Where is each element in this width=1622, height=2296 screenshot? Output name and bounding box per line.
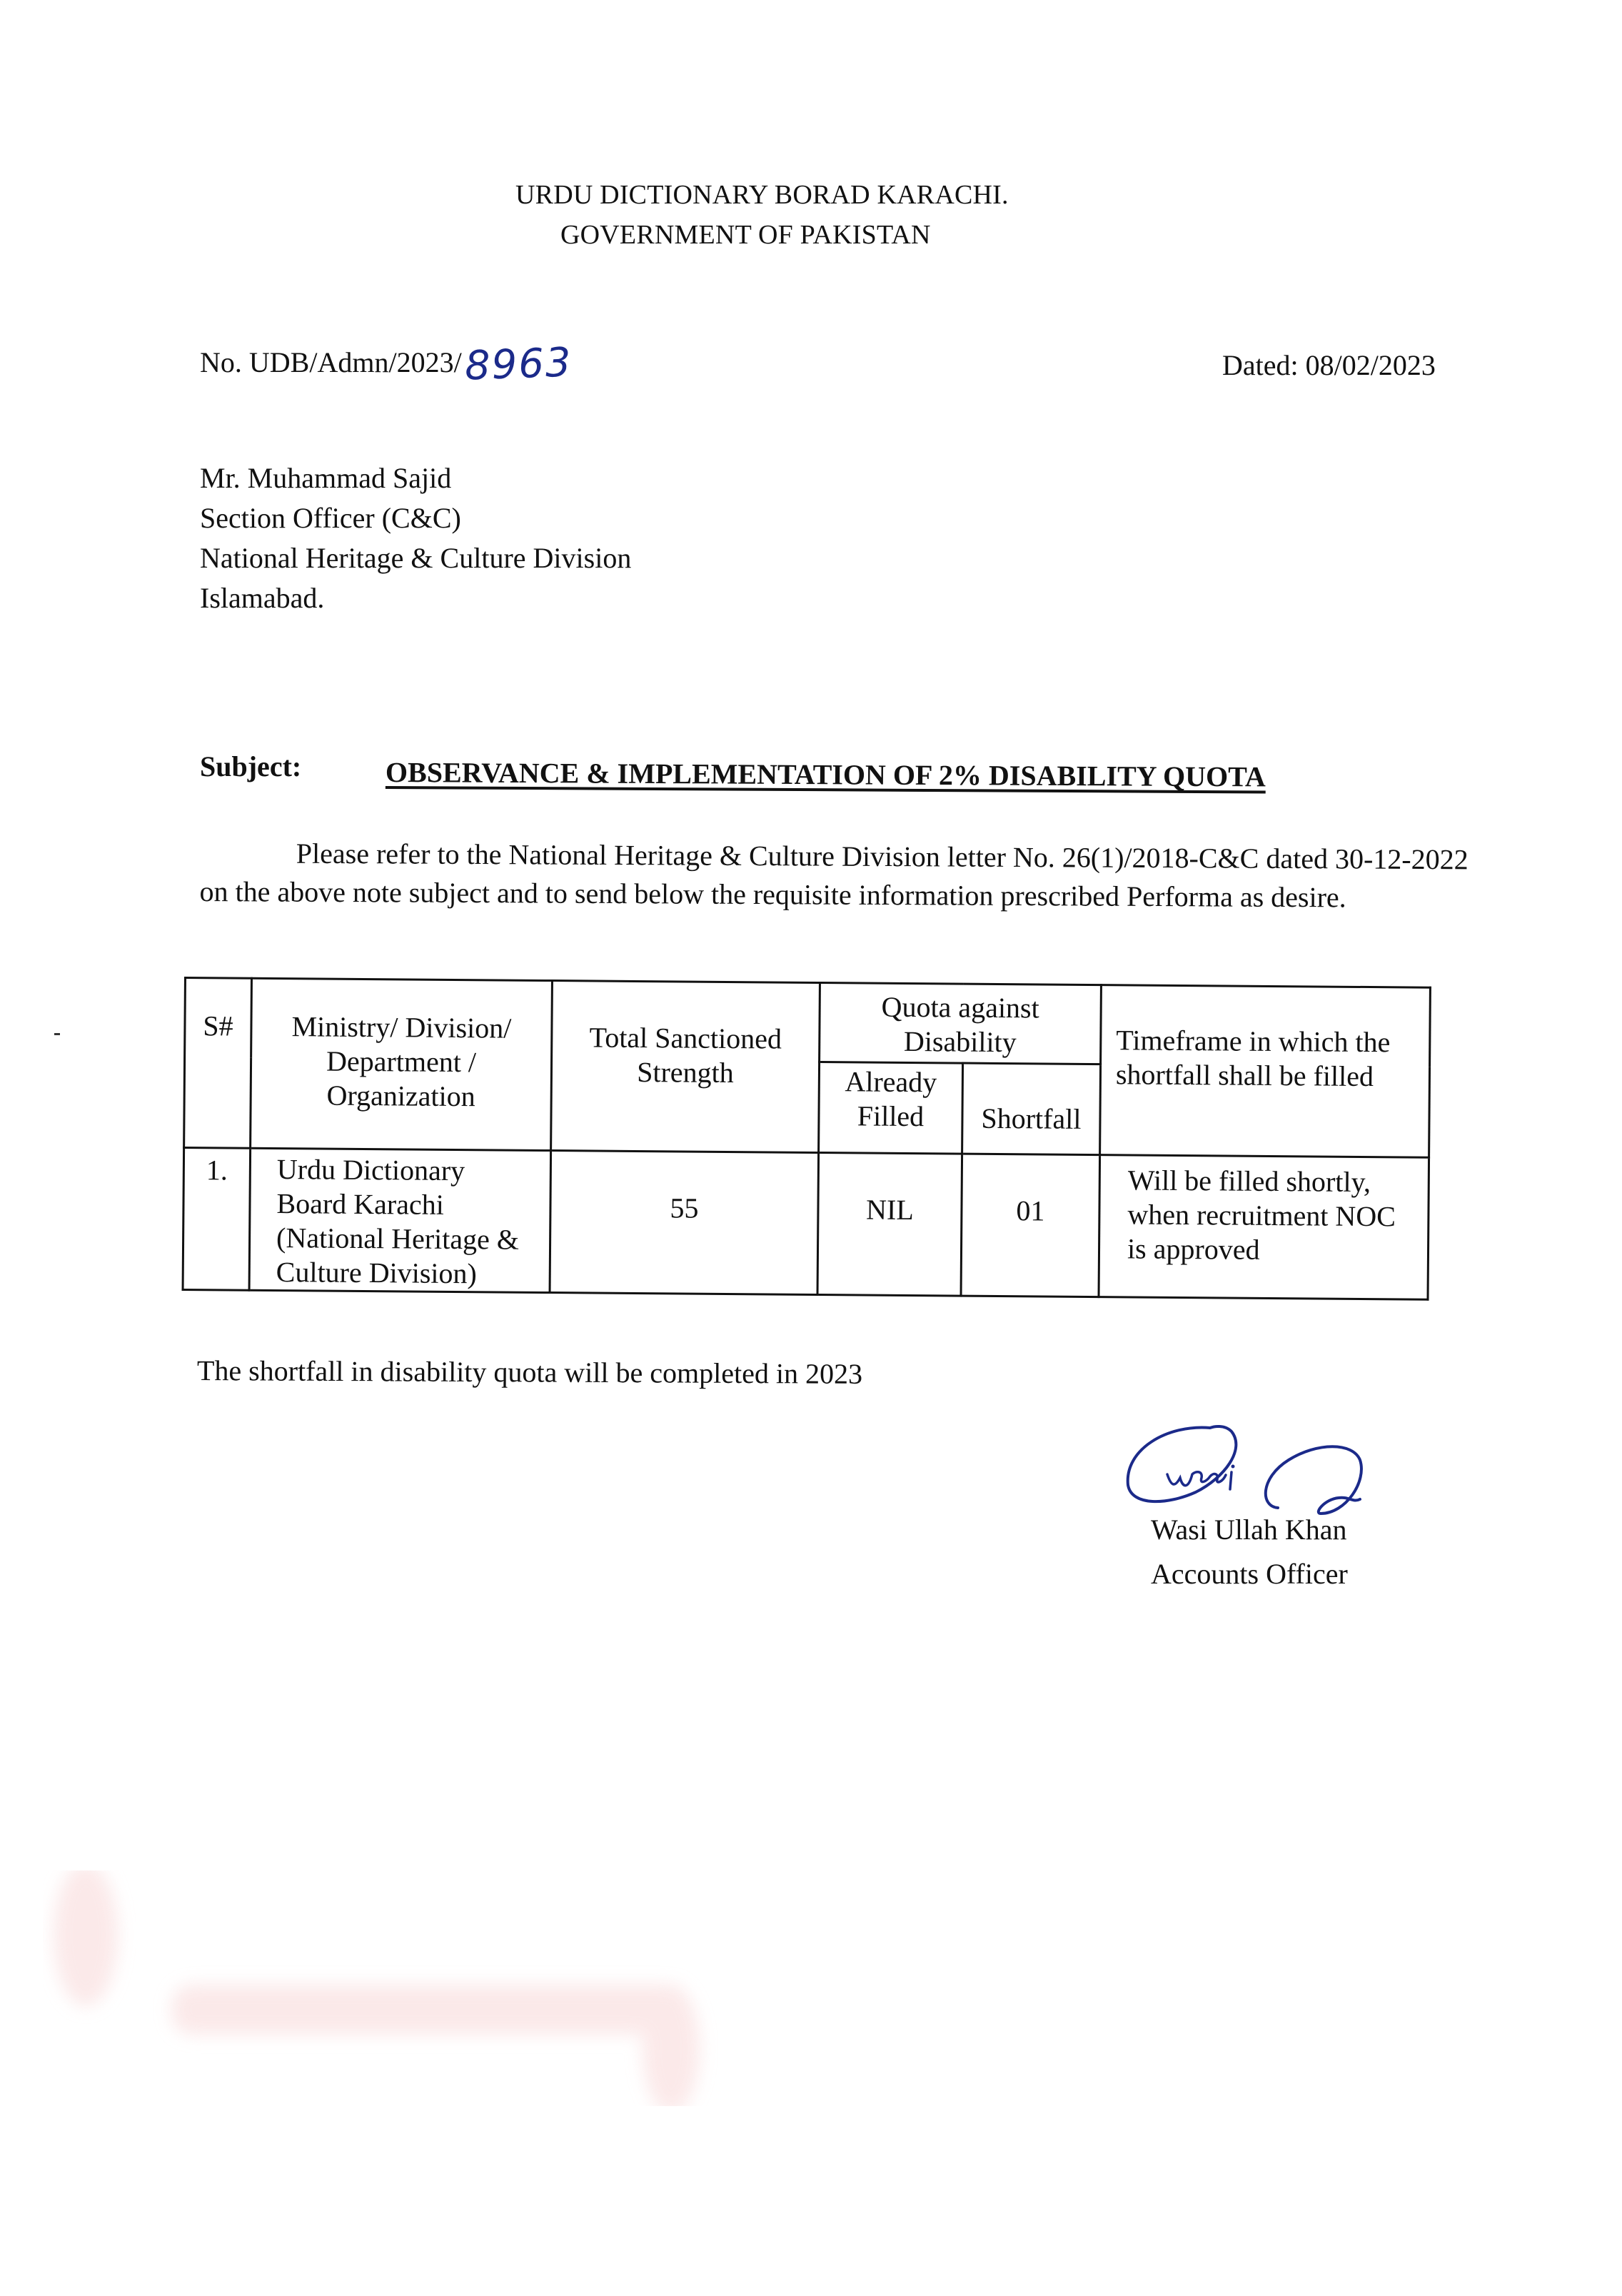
paragraph-indent xyxy=(200,862,296,863)
header-sno-text: S# xyxy=(203,1009,233,1042)
scan-mark xyxy=(54,1033,60,1035)
cell-sno xyxy=(183,1148,251,1291)
addressee-designation: Section Officer (C&C) xyxy=(200,502,461,534)
reference-number xyxy=(200,336,573,390)
subject-label: Subject: xyxy=(200,750,302,782)
table-row xyxy=(183,1148,1429,1300)
cell-organization-line: (National Heritage & xyxy=(276,1222,520,1256)
stamp-stain-icon xyxy=(43,1870,757,2106)
header-organization-line: Department / xyxy=(326,1044,477,1079)
header-sno xyxy=(184,978,252,1149)
body-paragraph xyxy=(199,834,1471,917)
header-total-sanctioned xyxy=(551,981,820,1153)
header-organization-line: Organization xyxy=(326,1079,475,1113)
signatory-name: Wasi Ullah Khan xyxy=(1151,1514,1347,1546)
header-shortfall-text: Shortfall xyxy=(981,1102,1082,1135)
letter-date: Dated: 08/02/2023 xyxy=(1222,349,1436,381)
letterhead-organization: URDU DICTIONARY BORAD KARACHI. xyxy=(515,180,1009,210)
header-timeframe-line: Timeframe in which the xyxy=(1116,1024,1391,1059)
header-shortfall xyxy=(962,1063,1101,1155)
header-total-line: Strength xyxy=(637,1055,734,1089)
cell-organization-line: Urdu Dictionary xyxy=(276,1153,465,1187)
disability-quota-table xyxy=(182,977,1431,1301)
cell-timeframe-line: when recruitment NOC xyxy=(1127,1198,1396,1233)
cell-shortfall-text: 01 xyxy=(1016,1194,1045,1227)
header-timeframe-line: shortfall shall be filled xyxy=(1115,1058,1374,1093)
cell-organization-line: Board Karachi xyxy=(276,1187,445,1221)
cell-already-filled-text: NIL xyxy=(865,1193,914,1227)
cell-total-text: 55 xyxy=(670,1192,699,1224)
signatory-block xyxy=(1151,1508,1348,1596)
header-organization-line: Ministry/ Division/ xyxy=(291,1010,512,1044)
cell-timeframe xyxy=(1099,1155,1429,1300)
cell-timeframe-line: is approved xyxy=(1127,1232,1260,1266)
addressee-city: Islamabad. xyxy=(200,582,325,614)
table-header-row xyxy=(185,978,1431,1067)
header-timeframe xyxy=(1100,985,1431,1158)
subject-text: OBSERVANCE & IMPLEMENTATION OF 2% DISABILITY QUOTA xyxy=(385,756,1266,793)
letterhead-government: GOVERNMENT OF PAKISTAN xyxy=(560,220,931,250)
cell-timeframe-line: Will be filled shortly, xyxy=(1127,1164,1371,1199)
closing-statement: The shortfall in disability quota will be completed in 2023 xyxy=(196,1354,863,1390)
cell-sno-text: 1. xyxy=(206,1154,228,1187)
cell-shortfall xyxy=(961,1154,1100,1297)
header-already-filled-line: Already xyxy=(845,1065,937,1099)
body-paragraph-text: Please refer to the National Heritage & Culture Division letter No. 26(1)/2018-C&C dated 30-12-2022 on the above note subject and to send below the requisite information prescribed Performa as desire. xyxy=(199,837,1469,914)
reference-prefix: No. UDB/Admn/2023/ xyxy=(200,346,462,378)
header-organization xyxy=(251,978,553,1150)
cell-organization-line: Culture Division) xyxy=(276,1256,478,1290)
cell-organization xyxy=(249,1148,551,1292)
cell-already-filled xyxy=(817,1152,962,1296)
header-already-filled xyxy=(819,1062,963,1154)
addressee-division: National Heritage & Culture Division xyxy=(200,542,632,574)
signatory-title: Accounts Officer xyxy=(1151,1558,1348,1590)
header-already-filled-line: Filled xyxy=(857,1099,925,1133)
cell-total-sanctioned xyxy=(550,1151,819,1295)
addressee-block xyxy=(200,458,631,618)
header-quota-line: Disability xyxy=(903,1024,1017,1059)
header-quota-group xyxy=(820,982,1102,1064)
header-total-line: Total Sanctioned xyxy=(589,1021,782,1055)
header-quota-line: Quota against xyxy=(881,990,1039,1024)
handwritten-dispatch-number: 8963 xyxy=(463,339,573,390)
quota-table-wrapper xyxy=(182,977,1431,1301)
addressee-name: Mr. Muhammad Sajid xyxy=(200,462,452,494)
